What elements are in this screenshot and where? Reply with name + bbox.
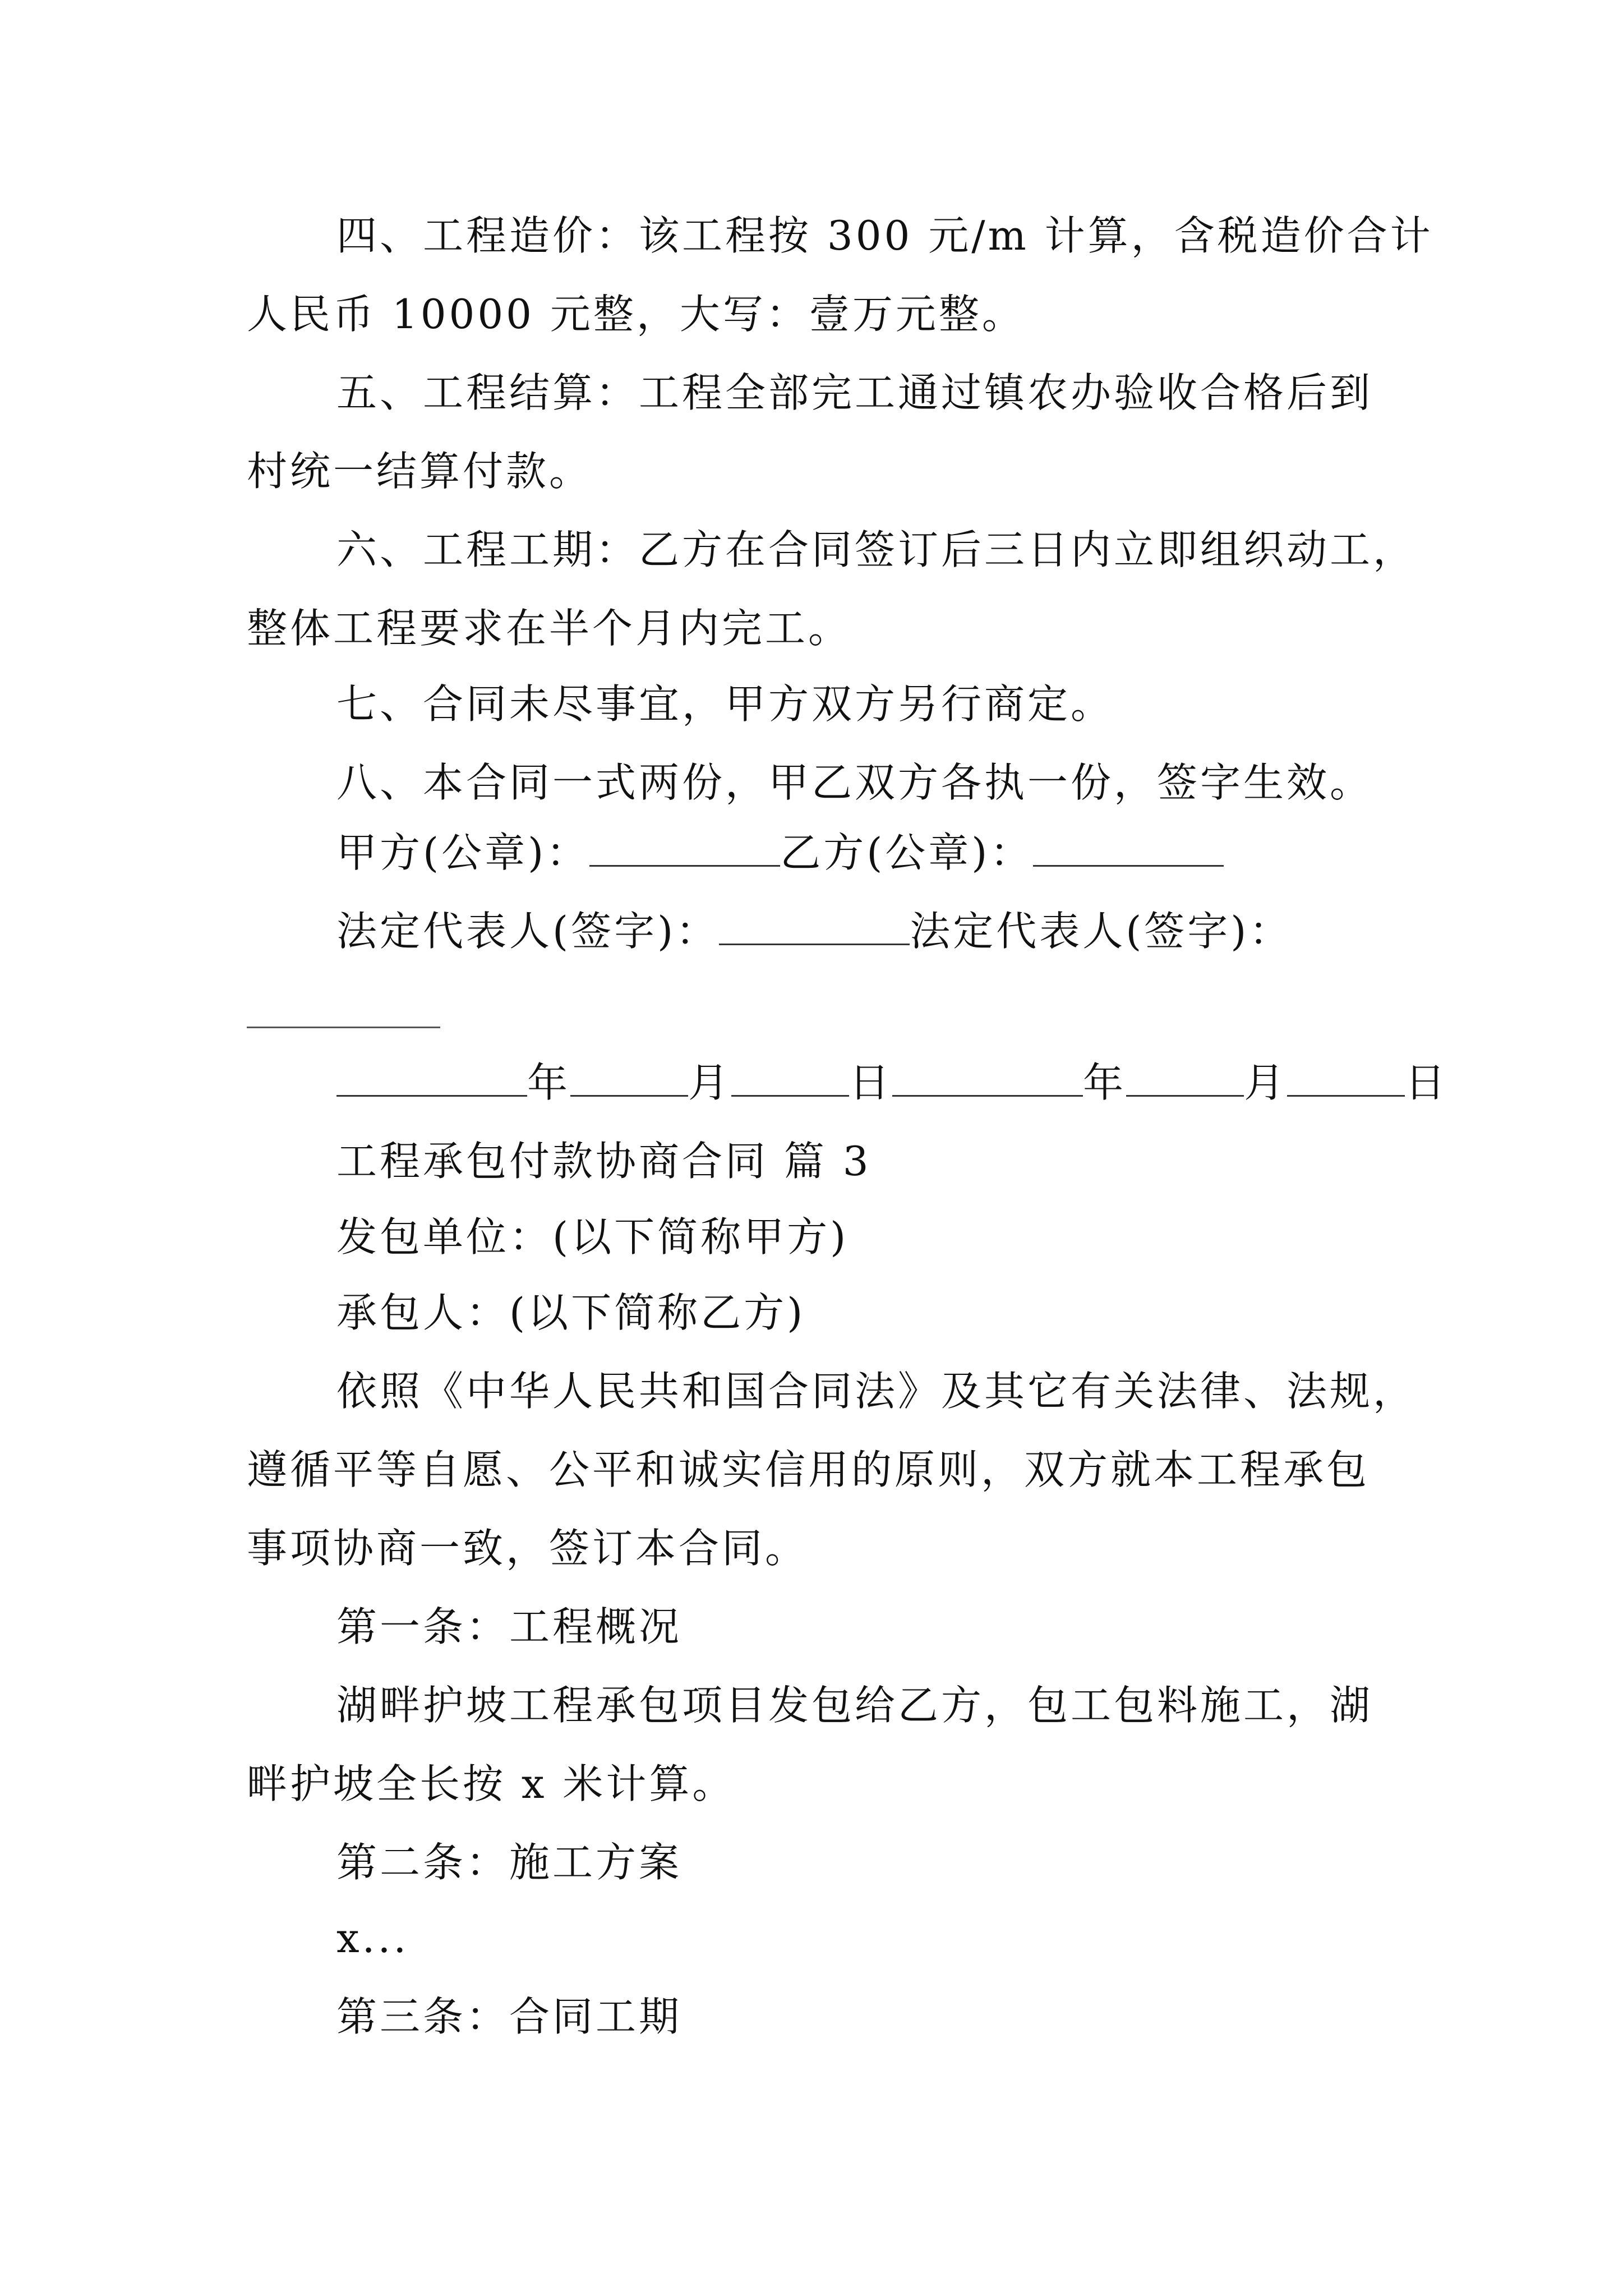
- employer-line: 发包单位：(以下简称甲方): [336, 1213, 849, 1260]
- seal-line: [336, 825, 1224, 881]
- clause-6-line-2: 整体工程要求在半个月内完工。: [247, 605, 852, 652]
- date-a-month: 月: [688, 1059, 732, 1106]
- date-b-day-blank: [1287, 1061, 1405, 1097]
- date-a-day-blank: [731, 1061, 849, 1097]
- date-line: [336, 1055, 1448, 1111]
- party-b-seal-blank: [1033, 831, 1224, 867]
- clause-5-line-2: 村统一结算付款。: [247, 448, 593, 495]
- article-1-line-2: 畔护坡全长按 x 米计算。: [247, 1760, 736, 1807]
- legal-rep-a-blank: [719, 910, 910, 945]
- date-b-blank: [892, 1061, 1083, 1097]
- intro-line-3: 事项协商一致，签订本合同。: [247, 1525, 809, 1572]
- party-a-seal-blank: [589, 831, 780, 867]
- legal-rep-b-blank: [247, 1027, 440, 1028]
- date-b-month: 月: [1244, 1059, 1288, 1106]
- legal-rep-b-label: 法定代表人(签字)：: [910, 908, 1293, 955]
- article-2-body: x...: [336, 1915, 409, 1962]
- legal-rep-a-label: 法定代表人(签字)：: [336, 908, 720, 955]
- date-a-year: 年: [527, 1059, 571, 1106]
- article-1-line-1: 湖畔护坡工程承包项目发包给乙方，包工包料施工，湖: [336, 1682, 1373, 1729]
- clause-5-line-1: 五、工程结算：工程全部完工通过镇农办验收合格后到: [336, 369, 1373, 416]
- section-3-heading: 工程承包付款协商合同 篇 3: [336, 1138, 872, 1185]
- article-3-title: 第三条：合同工期: [336, 1993, 683, 2040]
- clause-4-line-1: 四、工程造价：该工程按 300 元/m 计算，含税造价合计: [336, 212, 1433, 259]
- legal-rep-line: [336, 903, 1292, 959]
- clause-6-line-1: 六、工程工期：乙方在合同签订后三日内立即组织动工，: [336, 526, 1417, 573]
- party-a-seal-label: 甲方(公章)：: [336, 829, 590, 876]
- date-b-year: 年: [1083, 1059, 1127, 1106]
- date-a-month-blank: [570, 1061, 688, 1097]
- date-b-day: 日: [1405, 1059, 1449, 1106]
- contractor-line: 承包人：(以下简称乙方): [336, 1289, 806, 1336]
- clause-4-line-2: 人民币 10000 元整，大写：壹万元整。: [247, 291, 1025, 338]
- clause-8: 八、本合同一式两份，甲乙双方各执一份，签字生效。: [336, 759, 1373, 806]
- clause-7: 七、合同未尽事宜，甲方双方另行商定。: [336, 680, 1114, 728]
- intro-line-2: 遵循平等自愿、公平和诚实信用的原则，双方就本工程承包: [247, 1446, 1370, 1493]
- date-a-day: 日: [849, 1059, 893, 1106]
- date-b-month-blank: [1126, 1061, 1244, 1097]
- date-a-blank: [336, 1061, 527, 1097]
- party-b-seal-label: 乙方(公章)：: [780, 829, 1034, 876]
- article-1-title: 第一条：工程概况: [336, 1603, 683, 1650]
- intro-line-1: 依照《中华人民共和国合同法》及其它有关法律、法规，: [336, 1368, 1417, 1415]
- article-2-title: 第二条：施工方案: [336, 1839, 683, 1886]
